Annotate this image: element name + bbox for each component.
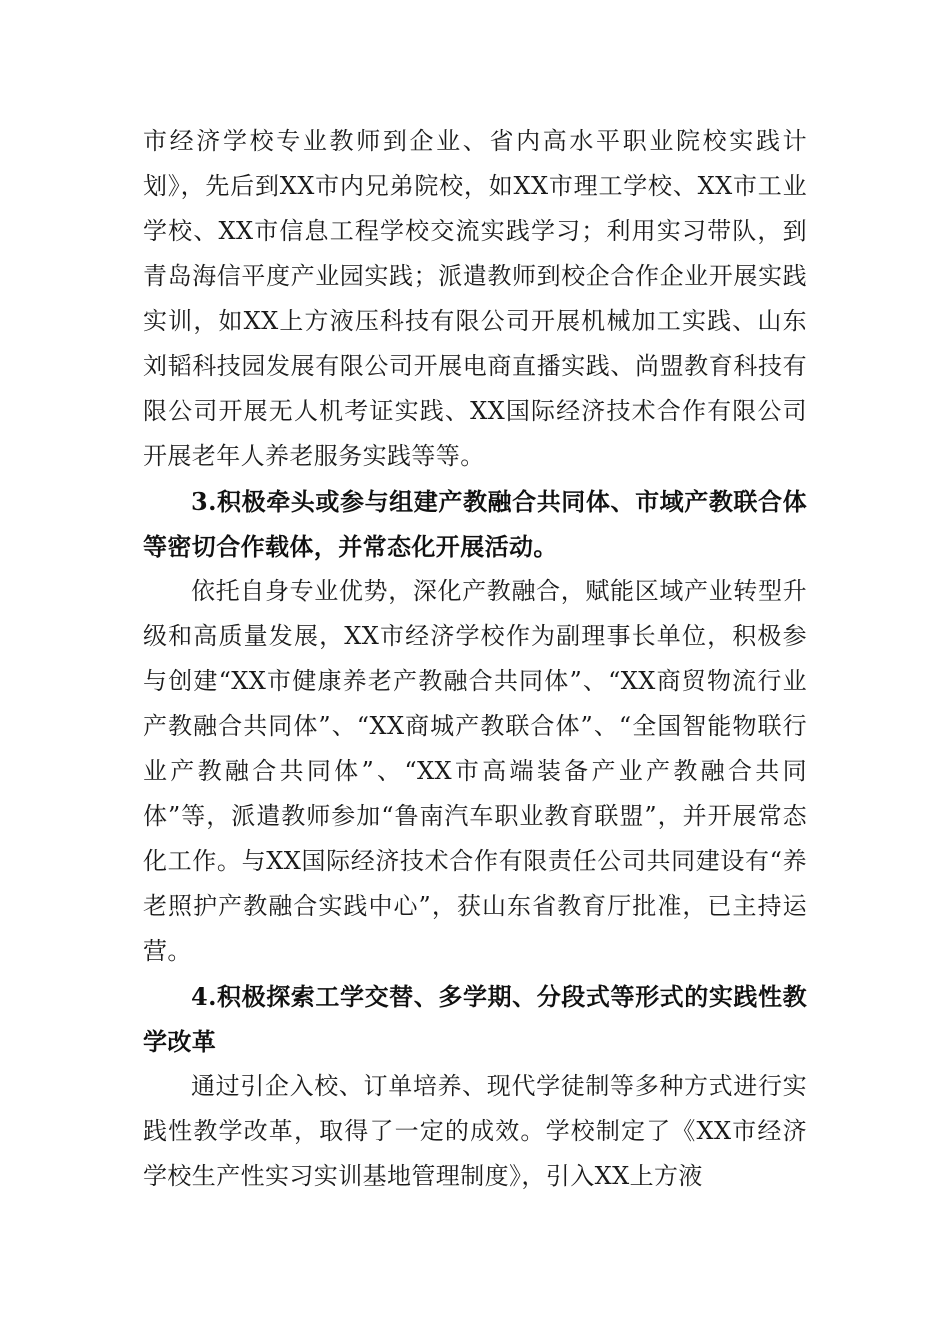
document-page (143, 119, 807, 1199)
body-paragraph-industry-education: 依托自身专业优势，深化产教融合，赋能区域产业转型升级和高质量发展，XX市经济学校作为副理事长单位，积极参与创建“XX市健康养老产教融合共同体”、“XX商贸物流行业产教融合共同体”、“XX商城产教联合体”、“全国智能物联行业产教融合共同体”、“XX市高端装备产业产教融合共同体”等，派遣教师参加“鲁南汽车职业教育联盟”，并开展常态化工作。与XX国际经济技术合作有限责任公司共同建设有“养老照护产教融合实践中心”，获山东省教育厅批准，已主持运营。 (143, 577, 807, 965)
section-heading-4: 4.积极探索工学交替、多学期、分段式等形式的实践性教学改革 (143, 982, 807, 1056)
body-paragraph-teaching-reform: 通过引企入校、订单培养、现代学徒制等多种方式进行实践性教学改革，取得了一定的成效。学校制定了《XX市经济学校生产性实习实训基地管理制度》，引入XX上方液 (143, 1072, 807, 1190)
body-paragraph-continuation: 市经济学校专业教师到企业、省内高水平职业院校实践计划》，先后到XX市内兄弟院校，如XX市理工学校、XX市工业学校、XX市信息工程学校交流实践学习；利用实习带队，到青岛海信平度产业园实践；派遣教师到校企合作企业开展实践实训，如XX上方液压科技有限公司开展机械加工实践、山东刘韬科技园发展有限公司开展电商直播实践、尚盟教育科技有限公司开展无人机考证实践、XX国际经济技术合作有限公司开展老年人养老服务实践等等。 (143, 127, 807, 470)
section-heading-3: 3.积极牵头或参与组建产教融合共同体、市域产教联合体等密切合作载体，并常态化开展活动。 (143, 487, 807, 561)
